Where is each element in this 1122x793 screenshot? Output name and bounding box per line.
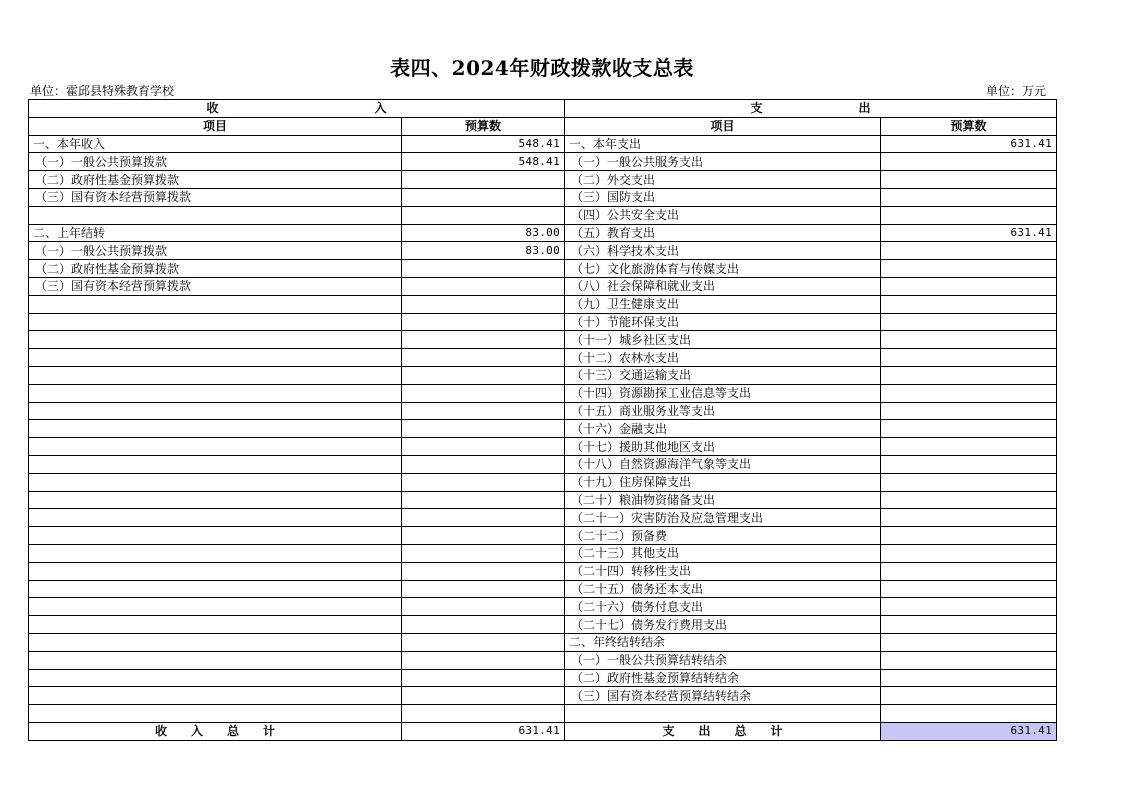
income-item-cell — [29, 687, 402, 705]
expense-value-cell — [881, 527, 1057, 545]
table-row — [29, 687, 1057, 705]
income-value-cell — [402, 349, 565, 367]
expense-value-cell — [881, 366, 1057, 384]
table-row — [29, 420, 1057, 438]
expense-item-cell: 二、年终结转结余 — [565, 633, 881, 651]
expense-item-cell: （四）公共安全支出 — [565, 206, 881, 224]
expense-value-cell — [881, 420, 1057, 438]
table-row — [29, 295, 1057, 313]
income-value-cell — [402, 598, 565, 616]
table-row — [29, 705, 1057, 723]
table-row — [29, 349, 1057, 367]
expense-item-cell: （二十四）转移性支出 — [565, 562, 881, 580]
table-row — [29, 171, 1057, 189]
income-group-header: 收 入 — [29, 100, 565, 118]
income-item-cell — [29, 473, 402, 491]
expense-item-cell — [565, 705, 881, 723]
income-item-cell: 一、本年收入 — [29, 135, 402, 153]
expense-value-cell — [881, 705, 1057, 723]
expense-value-cell — [881, 277, 1057, 295]
income-value-cell — [402, 509, 565, 527]
income-value-cell — [402, 616, 565, 634]
expense-value-cell — [881, 580, 1057, 598]
expense-item-cell: （一）一般公共预算结转结余 — [565, 651, 881, 669]
expense-total-value: 631.41 — [881, 722, 1057, 740]
expense-item-cell: （二十二）预备费 — [565, 527, 881, 545]
table-row — [29, 509, 1057, 527]
income-value-cell — [402, 384, 565, 402]
table-row — [29, 402, 1057, 420]
income-value-cell — [402, 473, 565, 491]
income-value-cell — [402, 455, 565, 473]
income-item-cell — [29, 295, 402, 313]
income-item-cell — [29, 633, 402, 651]
income-value-cell: 83.00 — [402, 224, 565, 242]
budget-table — [28, 99, 1057, 741]
expense-value-cell — [881, 509, 1057, 527]
expense-value-cell — [881, 438, 1057, 456]
expense-value-cell — [881, 206, 1057, 224]
column-header-row — [29, 117, 1057, 135]
table-row — [29, 669, 1057, 687]
income-item-cell: 二、上年结转 — [29, 224, 402, 242]
income-item-cell — [29, 366, 402, 384]
expense-item-cell: （二十三）其他支出 — [565, 544, 881, 562]
expense-value-cell — [881, 473, 1057, 491]
table-row — [29, 188, 1057, 206]
expense-item-cell: （二十七）债务发行费用支出 — [565, 616, 881, 634]
table-row — [29, 384, 1057, 402]
income-item-cell — [29, 491, 402, 509]
expense-item-cell: 一、本年支出 — [565, 135, 881, 153]
income-item-cell: （二）政府性基金预算拨款 — [29, 260, 402, 278]
expense-item-cell: （十一）城乡社区支出 — [565, 331, 881, 349]
expense-item-cell: （二十五）债务还本支出 — [565, 580, 881, 598]
expense-value-cell — [881, 188, 1057, 206]
expense-item-cell: （二）外交支出 — [565, 171, 881, 189]
expense-item-cell: （十四）资源勘探工业信息等支出 — [565, 384, 881, 402]
income-value-cell — [402, 188, 565, 206]
table-row — [29, 242, 1057, 260]
expense-item-cell: （二十）粮油物资储备支出 — [565, 491, 881, 509]
expense-item-cell: （十八）自然资源海洋气象等支出 — [565, 455, 881, 473]
income-item-cell — [29, 651, 402, 669]
table-row — [29, 153, 1057, 171]
expense-item-cell: （一）一般公共服务支出 — [565, 153, 881, 171]
expense-item-cell: （十七）援助其他地区支出 — [565, 438, 881, 456]
table-row — [29, 313, 1057, 331]
income-value-cell — [402, 366, 565, 384]
income-item-cell: （二）政府性基金预算拨款 — [29, 171, 402, 189]
expense-total-label: 支 出 总 计 — [565, 722, 881, 740]
expense-item-cell: （七）文化旅游体育与传媒支出 — [565, 260, 881, 278]
table-row — [29, 491, 1057, 509]
expense-value-cell: 631.41 — [881, 224, 1057, 242]
table-row — [29, 455, 1057, 473]
expense-item-cell: （十三）交通运输支出 — [565, 366, 881, 384]
income-item-cell — [29, 562, 402, 580]
income-value-cell — [402, 438, 565, 456]
expense-value-cell — [881, 295, 1057, 313]
totals-row — [29, 722, 1057, 740]
expense-item-cell: （三）国有资本经营预算结转结余 — [565, 687, 881, 705]
expense-value-cell — [881, 491, 1057, 509]
table-row — [29, 366, 1057, 384]
table-row — [29, 277, 1057, 295]
income-value-cell — [402, 420, 565, 438]
income-value-cell: 548.41 — [402, 135, 565, 153]
income-value-cell — [402, 402, 565, 420]
table-row — [29, 544, 1057, 562]
expense-value-cell — [881, 687, 1057, 705]
table-row — [29, 331, 1057, 349]
income-total-label: 收 入 总 计 — [29, 722, 402, 740]
income-item-cell — [29, 616, 402, 634]
expense-value-cell — [881, 313, 1057, 331]
expense-item-cell: （十）节能环保支出 — [565, 313, 881, 331]
income-item-cell — [29, 455, 402, 473]
expense-item-cell: （二十六）债务付息支出 — [565, 598, 881, 616]
income-item-cell — [29, 544, 402, 562]
expense-item-cell: （二十一）灾害防治及应急管理支出 — [565, 509, 881, 527]
expense-value-cell — [881, 616, 1057, 634]
income-item-cell — [29, 598, 402, 616]
expense-value-cell — [881, 331, 1057, 349]
table-row — [29, 473, 1057, 491]
income-item-cell: （三）国有资本经营预算拨款 — [29, 277, 402, 295]
income-item-cell — [29, 313, 402, 331]
expense-value-cell — [881, 633, 1057, 651]
income-item-cell: （三）国有资本经营预算拨款 — [29, 188, 402, 206]
expense-value-cell — [881, 402, 1057, 420]
table-row — [29, 224, 1057, 242]
income-value-cell — [402, 580, 565, 598]
expense-value-cell — [881, 598, 1057, 616]
income-item-cell — [29, 349, 402, 367]
income-value-cell — [402, 527, 565, 545]
expense-value-cell — [881, 260, 1057, 278]
income-value-cell — [402, 705, 565, 723]
unit-organization: 单位：霍邱县特殊教育学校 — [30, 84, 175, 98]
page-title: 表四、2024年财政拨款收支总表 — [390, 56, 694, 80]
table-row — [29, 206, 1057, 224]
expense-item-cell: （三）国防支出 — [565, 188, 881, 206]
expense-value-cell — [881, 669, 1057, 687]
expense-item-header: 项目 — [565, 117, 881, 135]
income-item-cell — [29, 402, 402, 420]
income-value-cell — [402, 562, 565, 580]
table-row — [29, 598, 1057, 616]
expense-value-cell: 631.41 — [881, 135, 1057, 153]
expense-value-cell — [881, 171, 1057, 189]
expense-value-cell — [881, 455, 1057, 473]
income-value-cell — [402, 206, 565, 224]
expense-value-cell — [881, 384, 1057, 402]
income-item-cell — [29, 384, 402, 402]
income-item-cell — [29, 438, 402, 456]
income-value-cell — [402, 171, 565, 189]
expense-value-cell — [881, 153, 1057, 171]
expense-group-header: 支 出 — [565, 100, 1057, 118]
income-item-cell: （一）一般公共预算拨款 — [29, 153, 402, 171]
income-value-cell — [402, 633, 565, 651]
income-item-cell — [29, 420, 402, 438]
table-row — [29, 616, 1057, 634]
group-header-row — [29, 100, 1057, 118]
table-row — [29, 527, 1057, 545]
table-row — [29, 633, 1057, 651]
expense-item-cell: （五）教育支出 — [565, 224, 881, 242]
expense-value-cell — [881, 349, 1057, 367]
table-row — [29, 438, 1057, 456]
income-value-cell — [402, 544, 565, 562]
income-value-cell: 548.41 — [402, 153, 565, 171]
expense-item-cell: （九）卫生健康支出 — [565, 295, 881, 313]
income-item-cell — [29, 669, 402, 687]
unit-currency: 单位：万元 — [986, 84, 1047, 98]
expense-value-cell — [881, 651, 1057, 669]
table-row — [29, 260, 1057, 278]
income-value-cell: 83.00 — [402, 242, 565, 260]
expense-item-cell: （十五）商业服务业等支出 — [565, 402, 881, 420]
income-value-cell — [402, 687, 565, 705]
table-row — [29, 135, 1057, 153]
income-item-cell — [29, 206, 402, 224]
income-item-cell: （一）一般公共预算拨款 — [29, 242, 402, 260]
expense-item-cell: （十二）农林水支出 — [565, 349, 881, 367]
expense-item-cell: （二）政府性基金预算结转结余 — [565, 669, 881, 687]
income-budget-header: 预算数 — [402, 117, 565, 135]
income-value-cell — [402, 491, 565, 509]
income-value-cell — [402, 277, 565, 295]
income-value-cell — [402, 295, 565, 313]
income-value-cell — [402, 331, 565, 349]
income-item-header: 项目 — [29, 117, 402, 135]
income-value-cell — [402, 651, 565, 669]
expense-item-cell: （六）科学技术支出 — [565, 242, 881, 260]
income-value-cell — [402, 669, 565, 687]
expense-item-cell: （十九）住房保障支出 — [565, 473, 881, 491]
income-item-cell — [29, 705, 402, 723]
expense-budget-header: 预算数 — [881, 117, 1057, 135]
expense-value-cell — [881, 544, 1057, 562]
income-item-cell — [29, 331, 402, 349]
income-total-value: 631.41 — [402, 722, 565, 740]
income-value-cell — [402, 313, 565, 331]
expense-value-cell — [881, 562, 1057, 580]
table-row — [29, 580, 1057, 598]
income-item-cell — [29, 509, 402, 527]
table-row — [29, 651, 1057, 669]
income-item-cell — [29, 527, 402, 545]
table-row — [29, 562, 1057, 580]
expense-item-cell: （十六）金融支出 — [565, 420, 881, 438]
expense-item-cell: （八）社会保障和就业支出 — [565, 277, 881, 295]
expense-value-cell — [881, 242, 1057, 260]
income-value-cell — [402, 260, 565, 278]
income-item-cell — [29, 580, 402, 598]
